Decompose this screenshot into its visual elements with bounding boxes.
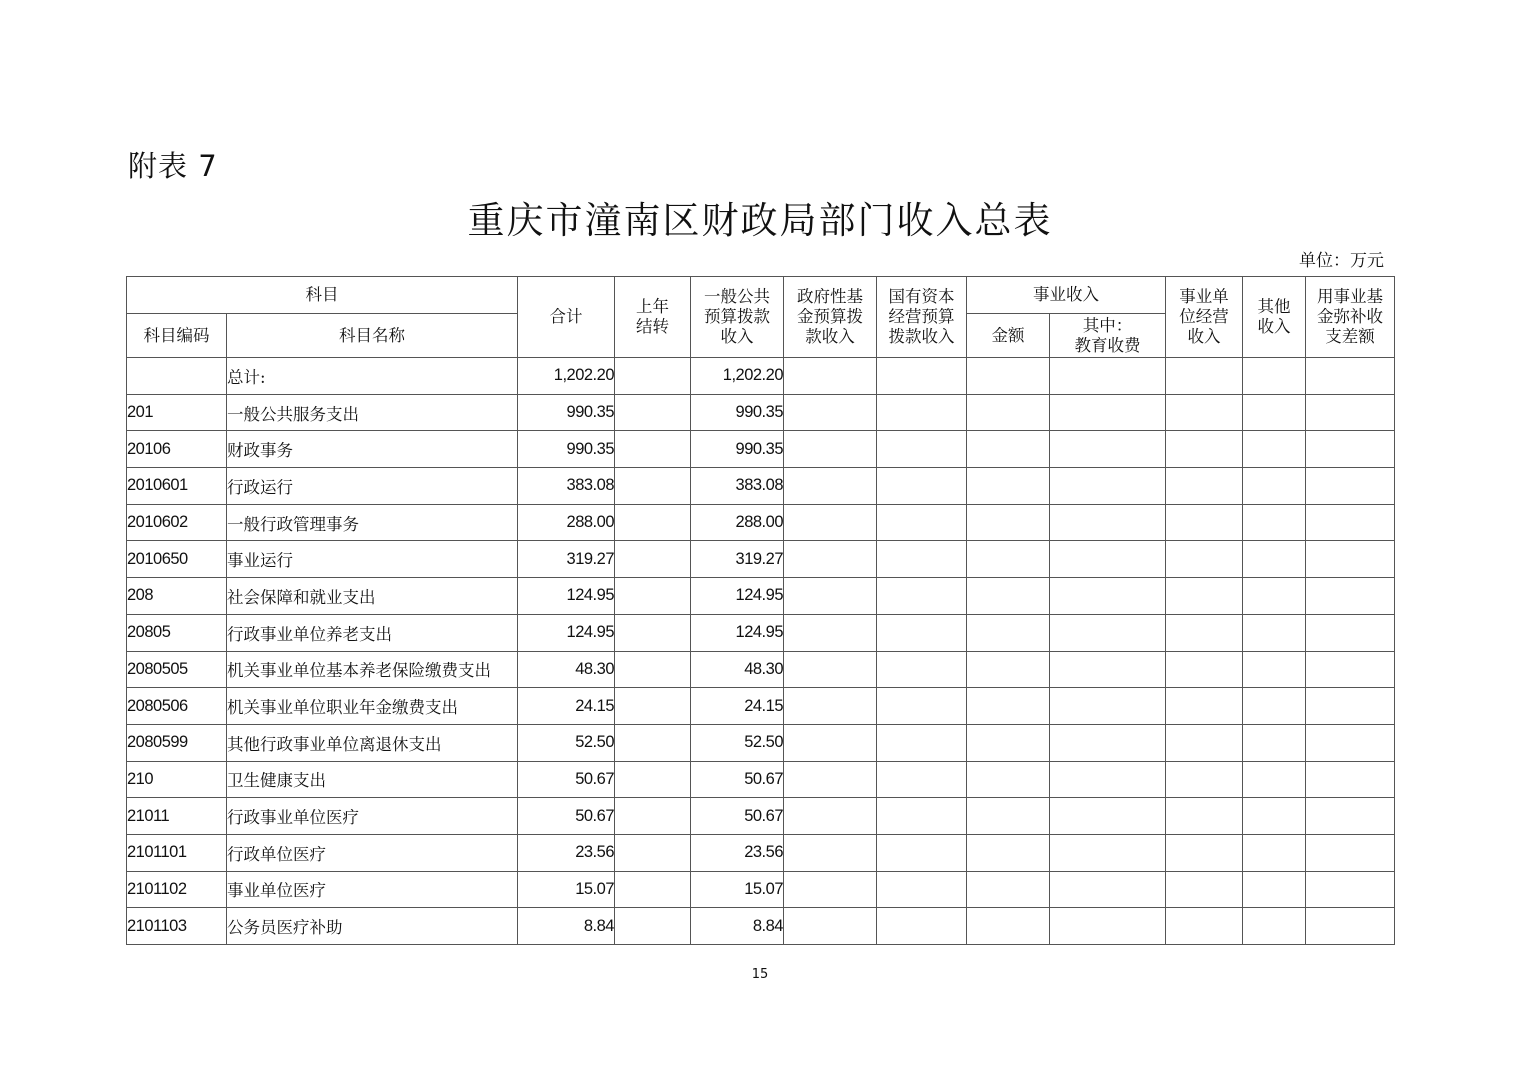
cell-other-income (1243, 431, 1306, 468)
cell-other-income (1243, 541, 1306, 578)
cell-other-income (1243, 688, 1306, 725)
table-row (127, 578, 1395, 615)
cell-business-edu (1050, 651, 1166, 688)
cell-unit-operating (1166, 541, 1243, 578)
cell-state-capital (877, 798, 967, 835)
cell-subject-code: 2080599 (127, 724, 227, 761)
cell-gov-fund (784, 724, 877, 761)
cell-prior-carryover (615, 614, 691, 651)
cell-state-capital (877, 908, 967, 945)
cell-business-amount (967, 578, 1050, 615)
cell-subject-code: 210 (127, 761, 227, 798)
cell-general-budget: 319.27 (691, 541, 784, 578)
cell-prior-carryover (615, 578, 691, 615)
cell-total: 124.95 (518, 614, 615, 651)
cell-general-budget: 990.35 (691, 394, 784, 431)
cell-total: 383.08 (518, 468, 615, 505)
unit-label: 单位：万元 (1299, 251, 1384, 271)
cell-state-capital (877, 541, 967, 578)
cell-general-budget: 50.67 (691, 798, 784, 835)
attachment-label: 附表 7 (128, 149, 218, 183)
table-header (127, 277, 1395, 358)
header-total: 合计 (518, 277, 615, 358)
cell-fund-gap (1306, 394, 1395, 431)
cell-total: 50.67 (518, 798, 615, 835)
table-row (127, 798, 1395, 835)
cell-other-income (1243, 871, 1306, 908)
cell-state-capital (877, 871, 967, 908)
cell-subject-name: 事业单位医疗 (227, 871, 518, 908)
cell-state-capital (877, 468, 967, 505)
cell-subject-code: 208 (127, 578, 227, 615)
income-summary-table (126, 276, 1395, 945)
cell-gov-fund (784, 358, 877, 395)
table-row (127, 504, 1395, 541)
cell-business-edu (1050, 688, 1166, 725)
cell-business-amount (967, 504, 1050, 541)
header-gov-fund: 政府性基 金预算拨 款收入 (784, 277, 877, 358)
cell-general-budget: 52.50 (691, 724, 784, 761)
cell-total: 8.84 (518, 908, 615, 945)
cell-total: 15.07 (518, 871, 615, 908)
cell-prior-carryover (615, 394, 691, 431)
cell-subject-name: 公务员医疗补助 (227, 908, 518, 945)
cell-business-edu (1050, 541, 1166, 578)
cell-fund-gap (1306, 761, 1395, 798)
header-prior-carryover: 上年 结转 (615, 277, 691, 358)
cell-gov-fund (784, 798, 877, 835)
cell-other-income (1243, 834, 1306, 871)
cell-business-amount (967, 651, 1050, 688)
cell-state-capital (877, 394, 967, 431)
cell-general-budget: 50.67 (691, 761, 784, 798)
header-subject: 科目 (127, 277, 518, 314)
cell-business-edu (1050, 358, 1166, 395)
cell-subject-name: 财政事务 (227, 431, 518, 468)
cell-unit-operating (1166, 834, 1243, 871)
cell-unit-operating (1166, 358, 1243, 395)
header-subject-name: 科目名称 (227, 314, 518, 358)
cell-prior-carryover (615, 504, 691, 541)
cell-prior-carryover (615, 688, 691, 725)
cell-other-income (1243, 358, 1306, 395)
table-row (127, 688, 1395, 725)
cell-fund-gap (1306, 504, 1395, 541)
cell-subject-name: 机关事业单位职业年金缴费支出 (227, 688, 518, 725)
cell-business-amount (967, 614, 1050, 651)
cell-business-amount (967, 688, 1050, 725)
cell-fund-gap (1306, 871, 1395, 908)
cell-other-income (1243, 504, 1306, 541)
cell-prior-carryover (615, 651, 691, 688)
cell-total: 48.30 (518, 651, 615, 688)
cell-subject-name: 一般行政管理事务 (227, 504, 518, 541)
header-general-budget: 一般公共 预算拨款 收入 (691, 277, 784, 358)
cell-general-budget: 288.00 (691, 504, 784, 541)
cell-business-amount (967, 871, 1050, 908)
table-row (127, 541, 1395, 578)
cell-unit-operating (1166, 431, 1243, 468)
cell-unit-operating (1166, 688, 1243, 725)
cell-subject-name: 行政运行 (227, 468, 518, 505)
cell-business-edu (1050, 394, 1166, 431)
cell-fund-gap (1306, 724, 1395, 761)
cell-business-amount (967, 394, 1050, 431)
cell-total: 319.27 (518, 541, 615, 578)
cell-subject-name: 事业运行 (227, 541, 518, 578)
cell-gov-fund (784, 614, 877, 651)
cell-fund-gap (1306, 908, 1395, 945)
cell-fund-gap (1306, 798, 1395, 835)
cell-business-edu (1050, 468, 1166, 505)
cell-subject-code: 2080505 (127, 651, 227, 688)
cell-prior-carryover (615, 798, 691, 835)
cell-state-capital (877, 578, 967, 615)
header-business-edu: 其中： 教育收费 (1050, 314, 1166, 358)
cell-other-income (1243, 468, 1306, 505)
cell-unit-operating (1166, 651, 1243, 688)
cell-state-capital (877, 358, 967, 395)
table-row (127, 724, 1395, 761)
cell-gov-fund (784, 761, 877, 798)
cell-prior-carryover (615, 908, 691, 945)
cell-subject-code: 2101101 (127, 834, 227, 871)
page-number: 15 (751, 967, 769, 982)
cell-general-budget: 23.56 (691, 834, 784, 871)
cell-fund-gap (1306, 358, 1395, 395)
cell-business-amount (967, 541, 1050, 578)
cell-unit-operating (1166, 614, 1243, 651)
cell-unit-operating (1166, 578, 1243, 615)
cell-subject-code (127, 358, 227, 395)
cell-unit-operating (1166, 394, 1243, 431)
cell-subject-name: 其他行政事业单位离退休支出 (227, 724, 518, 761)
header-subject-code: 科目编码 (127, 314, 227, 358)
cell-prior-carryover (615, 834, 691, 871)
cell-gov-fund (784, 908, 877, 945)
cell-fund-gap (1306, 651, 1395, 688)
cell-general-budget: 383.08 (691, 468, 784, 505)
cell-fund-gap (1306, 541, 1395, 578)
cell-other-income (1243, 798, 1306, 835)
cell-business-edu (1050, 504, 1166, 541)
cell-business-amount (967, 761, 1050, 798)
cell-unit-operating (1166, 908, 1243, 945)
cell-state-capital (877, 431, 967, 468)
cell-prior-carryover (615, 431, 691, 468)
cell-gov-fund (784, 541, 877, 578)
cell-subject-code: 2101102 (127, 871, 227, 908)
cell-business-edu (1050, 614, 1166, 651)
cell-gov-fund (784, 834, 877, 871)
cell-fund-gap (1306, 688, 1395, 725)
cell-prior-carryover (615, 871, 691, 908)
table-row (127, 871, 1395, 908)
cell-prior-carryover (615, 761, 691, 798)
cell-gov-fund (784, 578, 877, 615)
cell-prior-carryover (615, 358, 691, 395)
cell-subject-name: 一般公共服务支出 (227, 394, 518, 431)
header-other-income: 其他 收入 (1243, 277, 1306, 358)
cell-subject-code: 2080506 (127, 688, 227, 725)
cell-gov-fund (784, 468, 877, 505)
header-state-capital: 国有资本 经营预算 拨款收入 (877, 277, 967, 358)
cell-total: 24.15 (518, 688, 615, 725)
cell-unit-operating (1166, 871, 1243, 908)
cell-subject-name: 行政单位医疗 (227, 834, 518, 871)
cell-general-budget: 124.95 (691, 614, 784, 651)
cell-business-amount (967, 834, 1050, 871)
cell-subject-name: 行政事业单位养老支出 (227, 614, 518, 651)
cell-business-edu (1050, 724, 1166, 761)
cell-subject-name: 机关事业单位基本养老保险缴费支出 (227, 651, 518, 688)
cell-other-income (1243, 724, 1306, 761)
cell-subject-name: 社会保障和就业支出 (227, 578, 518, 615)
cell-prior-carryover (615, 724, 691, 761)
cell-other-income (1243, 614, 1306, 651)
cell-total: 124.95 (518, 578, 615, 615)
cell-unit-operating (1166, 761, 1243, 798)
cell-state-capital (877, 688, 967, 725)
cell-other-income (1243, 651, 1306, 688)
table-row (127, 394, 1395, 431)
cell-business-amount (967, 908, 1050, 945)
cell-subject-code: 20805 (127, 614, 227, 651)
cell-unit-operating (1166, 504, 1243, 541)
cell-unit-operating (1166, 724, 1243, 761)
cell-state-capital (877, 651, 967, 688)
table-row (127, 761, 1395, 798)
cell-fund-gap (1306, 468, 1395, 505)
table-row (127, 468, 1395, 505)
cell-subject-code: 20106 (127, 431, 227, 468)
cell-total: 23.56 (518, 834, 615, 871)
cell-total: 1,202.20 (518, 358, 615, 395)
cell-other-income (1243, 908, 1306, 945)
cell-total: 990.35 (518, 394, 615, 431)
table-row (127, 614, 1395, 651)
cell-gov-fund (784, 431, 877, 468)
cell-unit-operating (1166, 798, 1243, 835)
cell-general-budget: 15.07 (691, 871, 784, 908)
table-row (127, 651, 1395, 688)
cell-general-budget: 990.35 (691, 431, 784, 468)
cell-state-capital (877, 761, 967, 798)
cell-subject-name: 卫生健康支出 (227, 761, 518, 798)
header-unit-operating: 事业单 位经营 收入 (1166, 277, 1243, 358)
header-business-income: 事业收入 (967, 277, 1166, 314)
cell-unit-operating (1166, 468, 1243, 505)
cell-subject-code: 21011 (127, 798, 227, 835)
cell-gov-fund (784, 688, 877, 725)
cell-business-amount (967, 468, 1050, 505)
cell-business-amount (967, 431, 1050, 468)
cell-gov-fund (784, 394, 877, 431)
cell-general-budget: 8.84 (691, 908, 784, 945)
header-business-amount: 金额 (967, 314, 1050, 358)
cell-general-budget: 48.30 (691, 651, 784, 688)
cell-total: 50.67 (518, 761, 615, 798)
cell-total: 288.00 (518, 504, 615, 541)
cell-subject-code: 2010601 (127, 468, 227, 505)
document-title: 重庆市潼南区财政局部门收入总表 (467, 199, 1053, 242)
cell-gov-fund (784, 504, 877, 541)
cell-business-edu (1050, 798, 1166, 835)
cell-business-amount (967, 358, 1050, 395)
cell-business-edu (1050, 908, 1166, 945)
cell-subject-code: 201 (127, 394, 227, 431)
cell-subject-name: 行政事业单位医疗 (227, 798, 518, 835)
cell-prior-carryover (615, 468, 691, 505)
cell-business-edu (1050, 761, 1166, 798)
cell-other-income (1243, 578, 1306, 615)
cell-fund-gap (1306, 578, 1395, 615)
cell-state-capital (877, 834, 967, 871)
cell-business-edu (1050, 871, 1166, 908)
cell-business-amount (967, 724, 1050, 761)
cell-subject-code: 2010602 (127, 504, 227, 541)
cell-other-income (1243, 394, 1306, 431)
cell-subject-code: 2101103 (127, 908, 227, 945)
table-row (127, 908, 1395, 945)
table-row (127, 431, 1395, 468)
cell-gov-fund (784, 871, 877, 908)
cell-prior-carryover (615, 541, 691, 578)
table-row (127, 834, 1395, 871)
cell-state-capital (877, 504, 967, 541)
cell-gov-fund (784, 651, 877, 688)
cell-general-budget: 24.15 (691, 688, 784, 725)
cell-business-edu (1050, 578, 1166, 615)
cell-other-income (1243, 761, 1306, 798)
cell-state-capital (877, 724, 967, 761)
cell-total: 990.35 (518, 431, 615, 468)
cell-general-budget: 1,202.20 (691, 358, 784, 395)
cell-general-budget: 124.95 (691, 578, 784, 615)
header-fund-gap: 用事业基 金弥补收 支差额 (1306, 277, 1395, 358)
cell-fund-gap (1306, 614, 1395, 651)
table-body (127, 358, 1395, 945)
cell-subject-name: 总计: (227, 358, 518, 395)
cell-fund-gap (1306, 834, 1395, 871)
cell-fund-gap (1306, 431, 1395, 468)
cell-business-edu (1050, 834, 1166, 871)
cell-business-edu (1050, 431, 1166, 468)
cell-business-amount (967, 798, 1050, 835)
cell-state-capital (877, 614, 967, 651)
cell-subject-code: 2010650 (127, 541, 227, 578)
cell-total: 52.50 (518, 724, 615, 761)
table-row (127, 358, 1395, 395)
